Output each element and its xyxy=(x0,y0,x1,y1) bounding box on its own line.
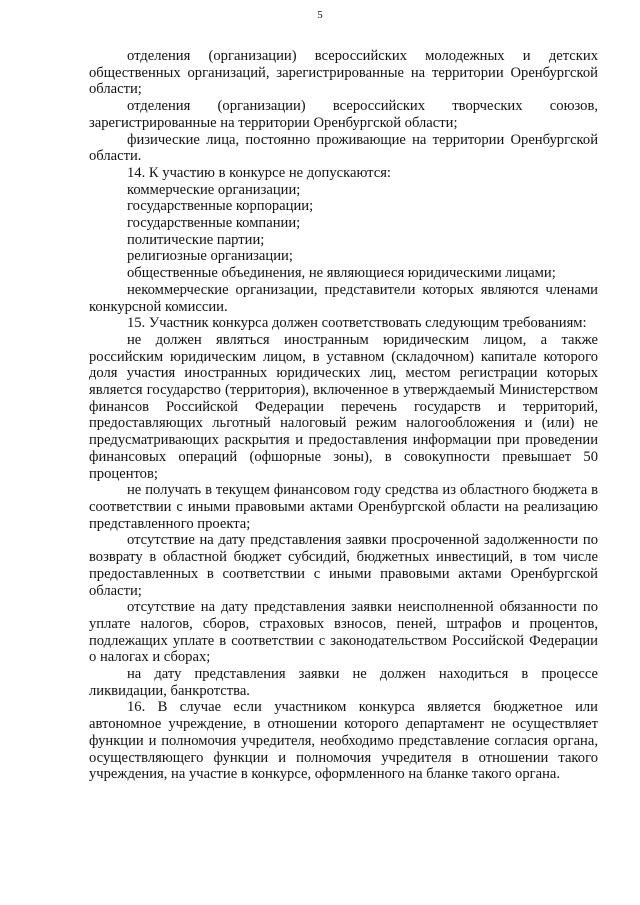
document-body xyxy=(89,48,598,783)
page-number: 5 xyxy=(317,9,323,21)
requirement-no-budget-funds: не получать в текущем финансовом году средства из областного бюджета в соответствии с иными правовыми актами Оренбургской области на реализацию представленного проекта; xyxy=(89,482,598,532)
clause-14-heading: 14. К участию в конкурсе не допускаются: xyxy=(127,164,391,181)
paragraph-youth-organizations: отделения (организации) всероссийских молодежных и детских общественных организаций, зарегистрированные на территории Оренбургской области; xyxy=(89,48,598,98)
list-item-state-companies: государственные компании; xyxy=(127,215,301,232)
list-item-religious: религиозные организации; xyxy=(127,248,293,265)
clause-16: 16. В случае если участником конкурса является бюджетное или автономное учреждение, в отношении которого департамент не осуществляет функции и полномочия учредителя, необходимо представление согласия органа, осуществляющего функции и полномочия учредителя в отношении такого учреждения, на участие в конкурсе, оформленного на бланке такого органа. xyxy=(89,699,598,783)
requirement-no-tax-arrears: отсутствие на дату представления заявки неисполненной обязанности по уплате налогов, сборов, страховых взносов, пеней, штрафов и процентов, подлежащих уплате в соответствии с законодательством Российской Федерации о налогах и сборах; xyxy=(89,599,598,666)
paragraph-creative-unions: отделения (организации) всероссийских творческих союзов, зарегистрированные на территории Оренбургской области; xyxy=(89,98,598,131)
list-item-nonprofit: некоммерческие организации, представители которых являются членами конкурсной комиссии. xyxy=(89,281,598,315)
list-item-commercial: коммерческие организации; xyxy=(127,181,301,198)
list-item-state-corporations: государственные корпорации; xyxy=(127,198,314,215)
requirement-foreign-entity: не должен являться иностранным юридическим лицом, а также российским юридическим лицом, в уставном (складочном) капитале которого доля участия иностранных юридических лиц, местом регистрации которых является государство (территория), включенное в утверждаемый Министерством финансов Российской Федерации перечень государств и территорий, предоставляющих льготный налоговый режим налогообложения и (или) не предусматривающих раскрытия и предоставления информации при проведении финансовых операций (офшорные зоны), в совокупности превышает 50 процентов; xyxy=(89,331,598,482)
clause-15-heading: 15. Участник конкурса должен соответствовать следующим требованиям: xyxy=(127,315,587,332)
list-item-political-parties: политические партии; xyxy=(127,231,265,248)
requirement-no-overdue-debt: отсутствие на дату представления заявки просроченной задолженности по возврату в областной бюджет субсидий, бюджетных инвестиций, в том числе предоставленных в соответствии с иными правовыми актами Оренбургской области; xyxy=(89,532,598,599)
requirement-not-liquidated: на дату представления заявки не должен находиться в процессе ликвидации, банкротства. xyxy=(89,666,598,699)
paragraph-individuals: физические лица, постоянно проживающие на территории Оренбургской области. xyxy=(89,131,598,165)
list-item-public-associations: общественные объединения, не являющиеся юридическими лицами; xyxy=(127,265,556,282)
